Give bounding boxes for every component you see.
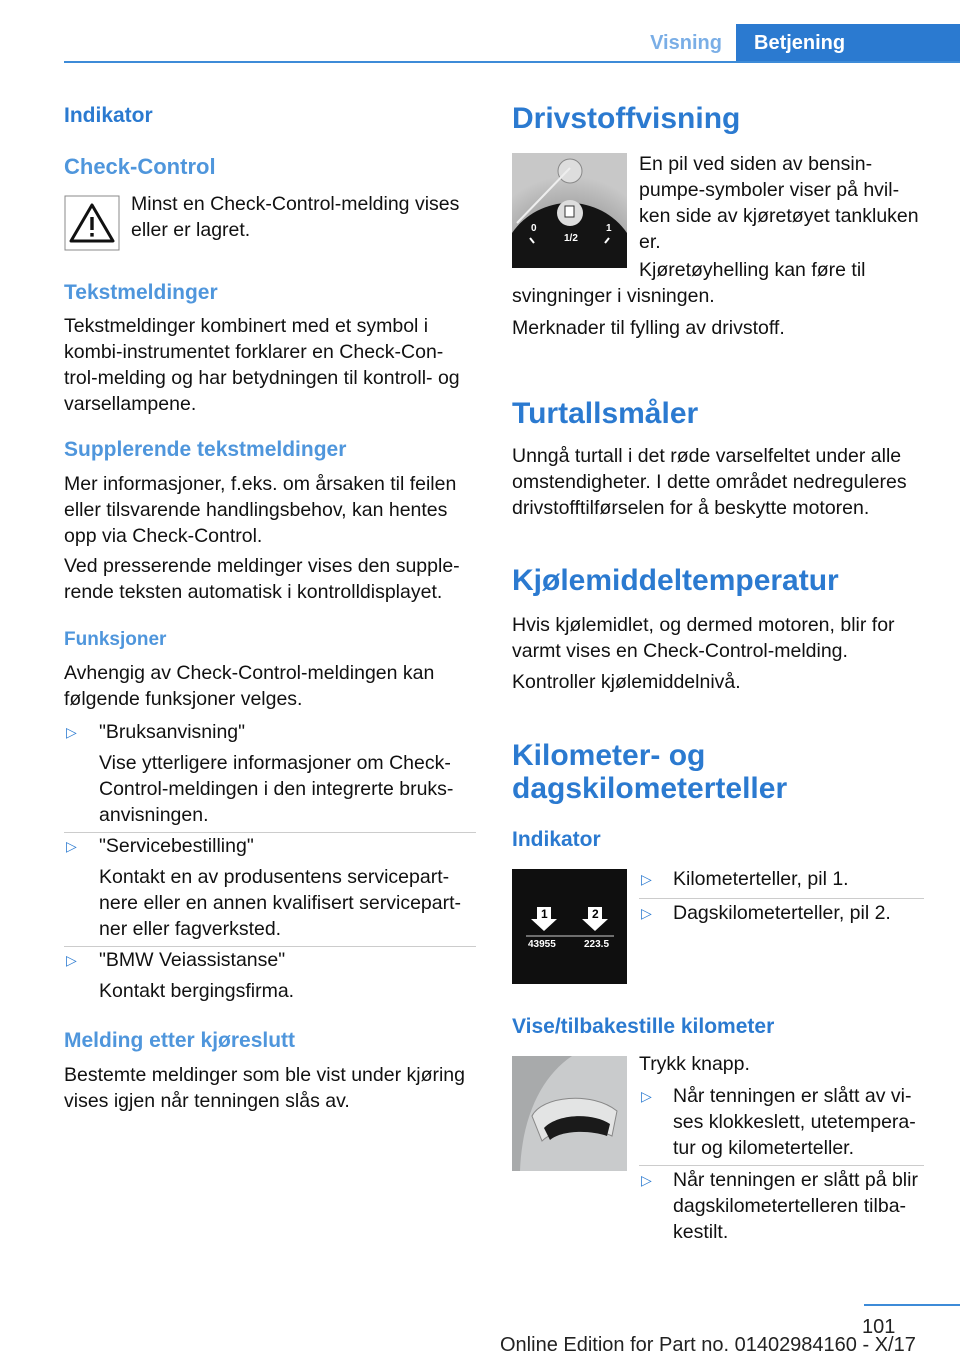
check-control-heading: Check-Control — [64, 154, 216, 179]
gauge-label-half: 1/2 — [564, 233, 578, 244]
list-item — [64, 947, 476, 1009]
text-line: er. — [639, 231, 661, 253]
list-item-title: "BMW Veiassistanse" — [99, 949, 286, 971]
triangle-bullet-icon: ▷ — [66, 724, 77, 740]
drivstoff-heading: Drivstoffvisning — [512, 102, 741, 135]
triangle-bullet-icon: ▷ — [641, 905, 652, 921]
turtall-heading: Turtallsmåler — [512, 397, 699, 430]
list-item-text: Kilometerteller, pil 1. — [673, 868, 849, 890]
odometer-total: 43955 — [528, 939, 556, 950]
drivstoff-body — [639, 151, 919, 255]
text-line: Kjøretøyhelling kan føre til — [639, 259, 866, 281]
text-line: Når tenningen er slått på blir — [673, 1169, 918, 1191]
melding-body — [64, 1062, 465, 1114]
warning-icon — [64, 195, 120, 251]
tab-betjening[interactable]: Betjening — [736, 24, 960, 62]
text-line: trol-melding og har betydningen til kontroll- og — [64, 367, 460, 389]
text-line: nere eller en annen kvalifisert servicepart- — [99, 892, 462, 914]
list-item — [64, 833, 476, 947]
text-line: Kontakt bergingsfirma. — [99, 980, 295, 1002]
text-line: kestilt. — [673, 1221, 729, 1243]
text-line: Kontakt en av produsentens servicepart- — [99, 866, 450, 888]
funksjoner-heading: Funksjoner — [64, 629, 167, 650]
check-control-text-2: eller er lagret. — [131, 219, 251, 241]
triangle-bullet-icon: ▷ — [66, 838, 77, 854]
list-item — [639, 1167, 924, 1249]
list-item — [64, 719, 476, 833]
text-line: drivstofftilførselen for å beskytte motoren. — [512, 497, 870, 519]
text-line: Control-meldingen i den integrerte bruks- — [99, 778, 454, 800]
triangle-bullet-icon: ▷ — [641, 1088, 652, 1104]
edition-text: Online Edition for Part no. 01402984160 - X/17 — [500, 1334, 916, 1356]
text-line: kombi-instrumentet forklarer en Check-Con- — [64, 341, 444, 363]
text-line: Avhengig av Check-Control-meldingen kan — [64, 662, 435, 684]
list-item — [639, 900, 924, 932]
text-line: ses klokkeslett, utetempera- — [673, 1111, 916, 1133]
list-item-title: "Servicebestilling" — [99, 835, 254, 857]
triangle-bullet-icon: ▷ — [641, 1172, 652, 1188]
text-line: Tekstmeldinger kombinert med et symbol i — [64, 315, 429, 337]
text-line: Hvis kjølemidlet, og dermed motoren, blir for — [512, 614, 895, 636]
text-line: Vise ytterligere informasjoner om Check- — [99, 752, 451, 774]
gauge-label-zero: 0 — [531, 223, 537, 234]
footer-divider — [864, 1304, 960, 1306]
km-heading — [512, 739, 787, 805]
melding-heading: Melding etter kjøreslutt — [64, 1029, 296, 1052]
text-line: omstendigheter. I dette området nedreguleres — [512, 471, 907, 493]
text-line: vises igjen når tenningen slås av. — [64, 1090, 350, 1112]
check-control-text-1: Minst en Check-Control-melding vises — [131, 193, 460, 215]
text-line: Når tenningen er slått av vi- — [673, 1085, 912, 1107]
tekstmeldinger-body — [64, 313, 460, 417]
arrow-1-label: 1 — [541, 907, 548, 921]
text-line: følgende funksjoner velges. — [64, 688, 303, 710]
supplerende-body — [64, 471, 456, 549]
trykk-text: Trykk knapp. — [639, 1053, 750, 1075]
text-line: tur og kilometerteller. — [673, 1137, 854, 1159]
turtall-body — [512, 443, 907, 521]
kjole-note: Kontroller kjølemiddelnivå. — [512, 671, 741, 693]
triangle-bullet-icon: ▷ — [66, 952, 77, 968]
text-line: eller tilsvarende handlingsbehov, kan hentes — [64, 499, 448, 521]
list-item — [639, 866, 924, 899]
list-item-title: "Bruksanvisning" — [99, 721, 246, 743]
kjole-body — [512, 612, 895, 664]
text-line: Mer informasjoner, f.eks. om årsaken til feilen — [64, 473, 457, 495]
text-line: ner eller fagverksted. — [99, 918, 282, 940]
text-line: En pil ved siden av bensin- — [639, 153, 873, 175]
km-heading-line-1: Kilometer- og — [512, 739, 706, 772]
fuel-gauge-image — [512, 153, 627, 268]
supplerende-heading: Supplerende tekstmeldinger — [64, 438, 347, 461]
text-line: svingninger i visningen. — [512, 285, 715, 307]
triangle-bullet-icon: ▷ — [641, 871, 652, 887]
odometer-image — [512, 869, 627, 984]
arrow-2-label: 2 — [592, 907, 599, 921]
funksjoner-list — [64, 719, 476, 1009]
odometer-trip: 223.5 — [584, 939, 610, 950]
text-line: dagskilometertelleren tilba- — [673, 1195, 907, 1217]
kjole-heading: Kjølemiddeltemperatur — [512, 564, 839, 597]
list-item-text: Dagskilometerteller, pil 2. — [673, 902, 891, 924]
vise-heading: Vise/tilbakestille kilometer — [512, 1015, 775, 1038]
tab-visning[interactable]: Visning — [650, 32, 722, 54]
text-line: Bestemte meldinger som ble vist under kjøring — [64, 1064, 465, 1086]
km-list — [639, 866, 924, 932]
drivstoff-note: Merknader til fylling av drivstoff. — [512, 317, 785, 339]
tekstmeldinger-heading: Tekstmeldinger — [64, 281, 218, 304]
text-line: anvisningen. — [99, 804, 209, 826]
reset-button-image — [512, 1056, 627, 1171]
header-divider — [64, 61, 960, 63]
text-line: opp via Check-Control. — [64, 525, 263, 547]
funksjoner-body — [64, 660, 434, 712]
km-indikator-heading: Indikator — [512, 828, 601, 851]
text-line: Ved presserende meldinger vises den supple- — [64, 555, 460, 577]
text-line: pumpe-symboler viser på hvil- — [639, 179, 900, 201]
text-line: varmt vises en Check-Control-melding. — [512, 640, 848, 662]
text-line: ken side av kjøretøyet tankluken — [639, 205, 919, 227]
list-item — [639, 1083, 924, 1166]
text-line: varsellampene. — [64, 393, 197, 415]
indikator-heading: Indikator — [64, 104, 153, 127]
gauge-label-one: 1 — [606, 223, 612, 234]
km-heading-line-2: dagskilometerteller — [512, 772, 788, 805]
page-number: 101 — [862, 1316, 896, 1338]
text-line: rende teksten automatisk i kontrolldisplayet. — [64, 581, 443, 603]
text-line: Unngå turtall i det røde varselfeltet under alle — [512, 445, 902, 467]
supplerende-body-2 — [64, 553, 460, 605]
vise-list — [639, 1083, 924, 1249]
